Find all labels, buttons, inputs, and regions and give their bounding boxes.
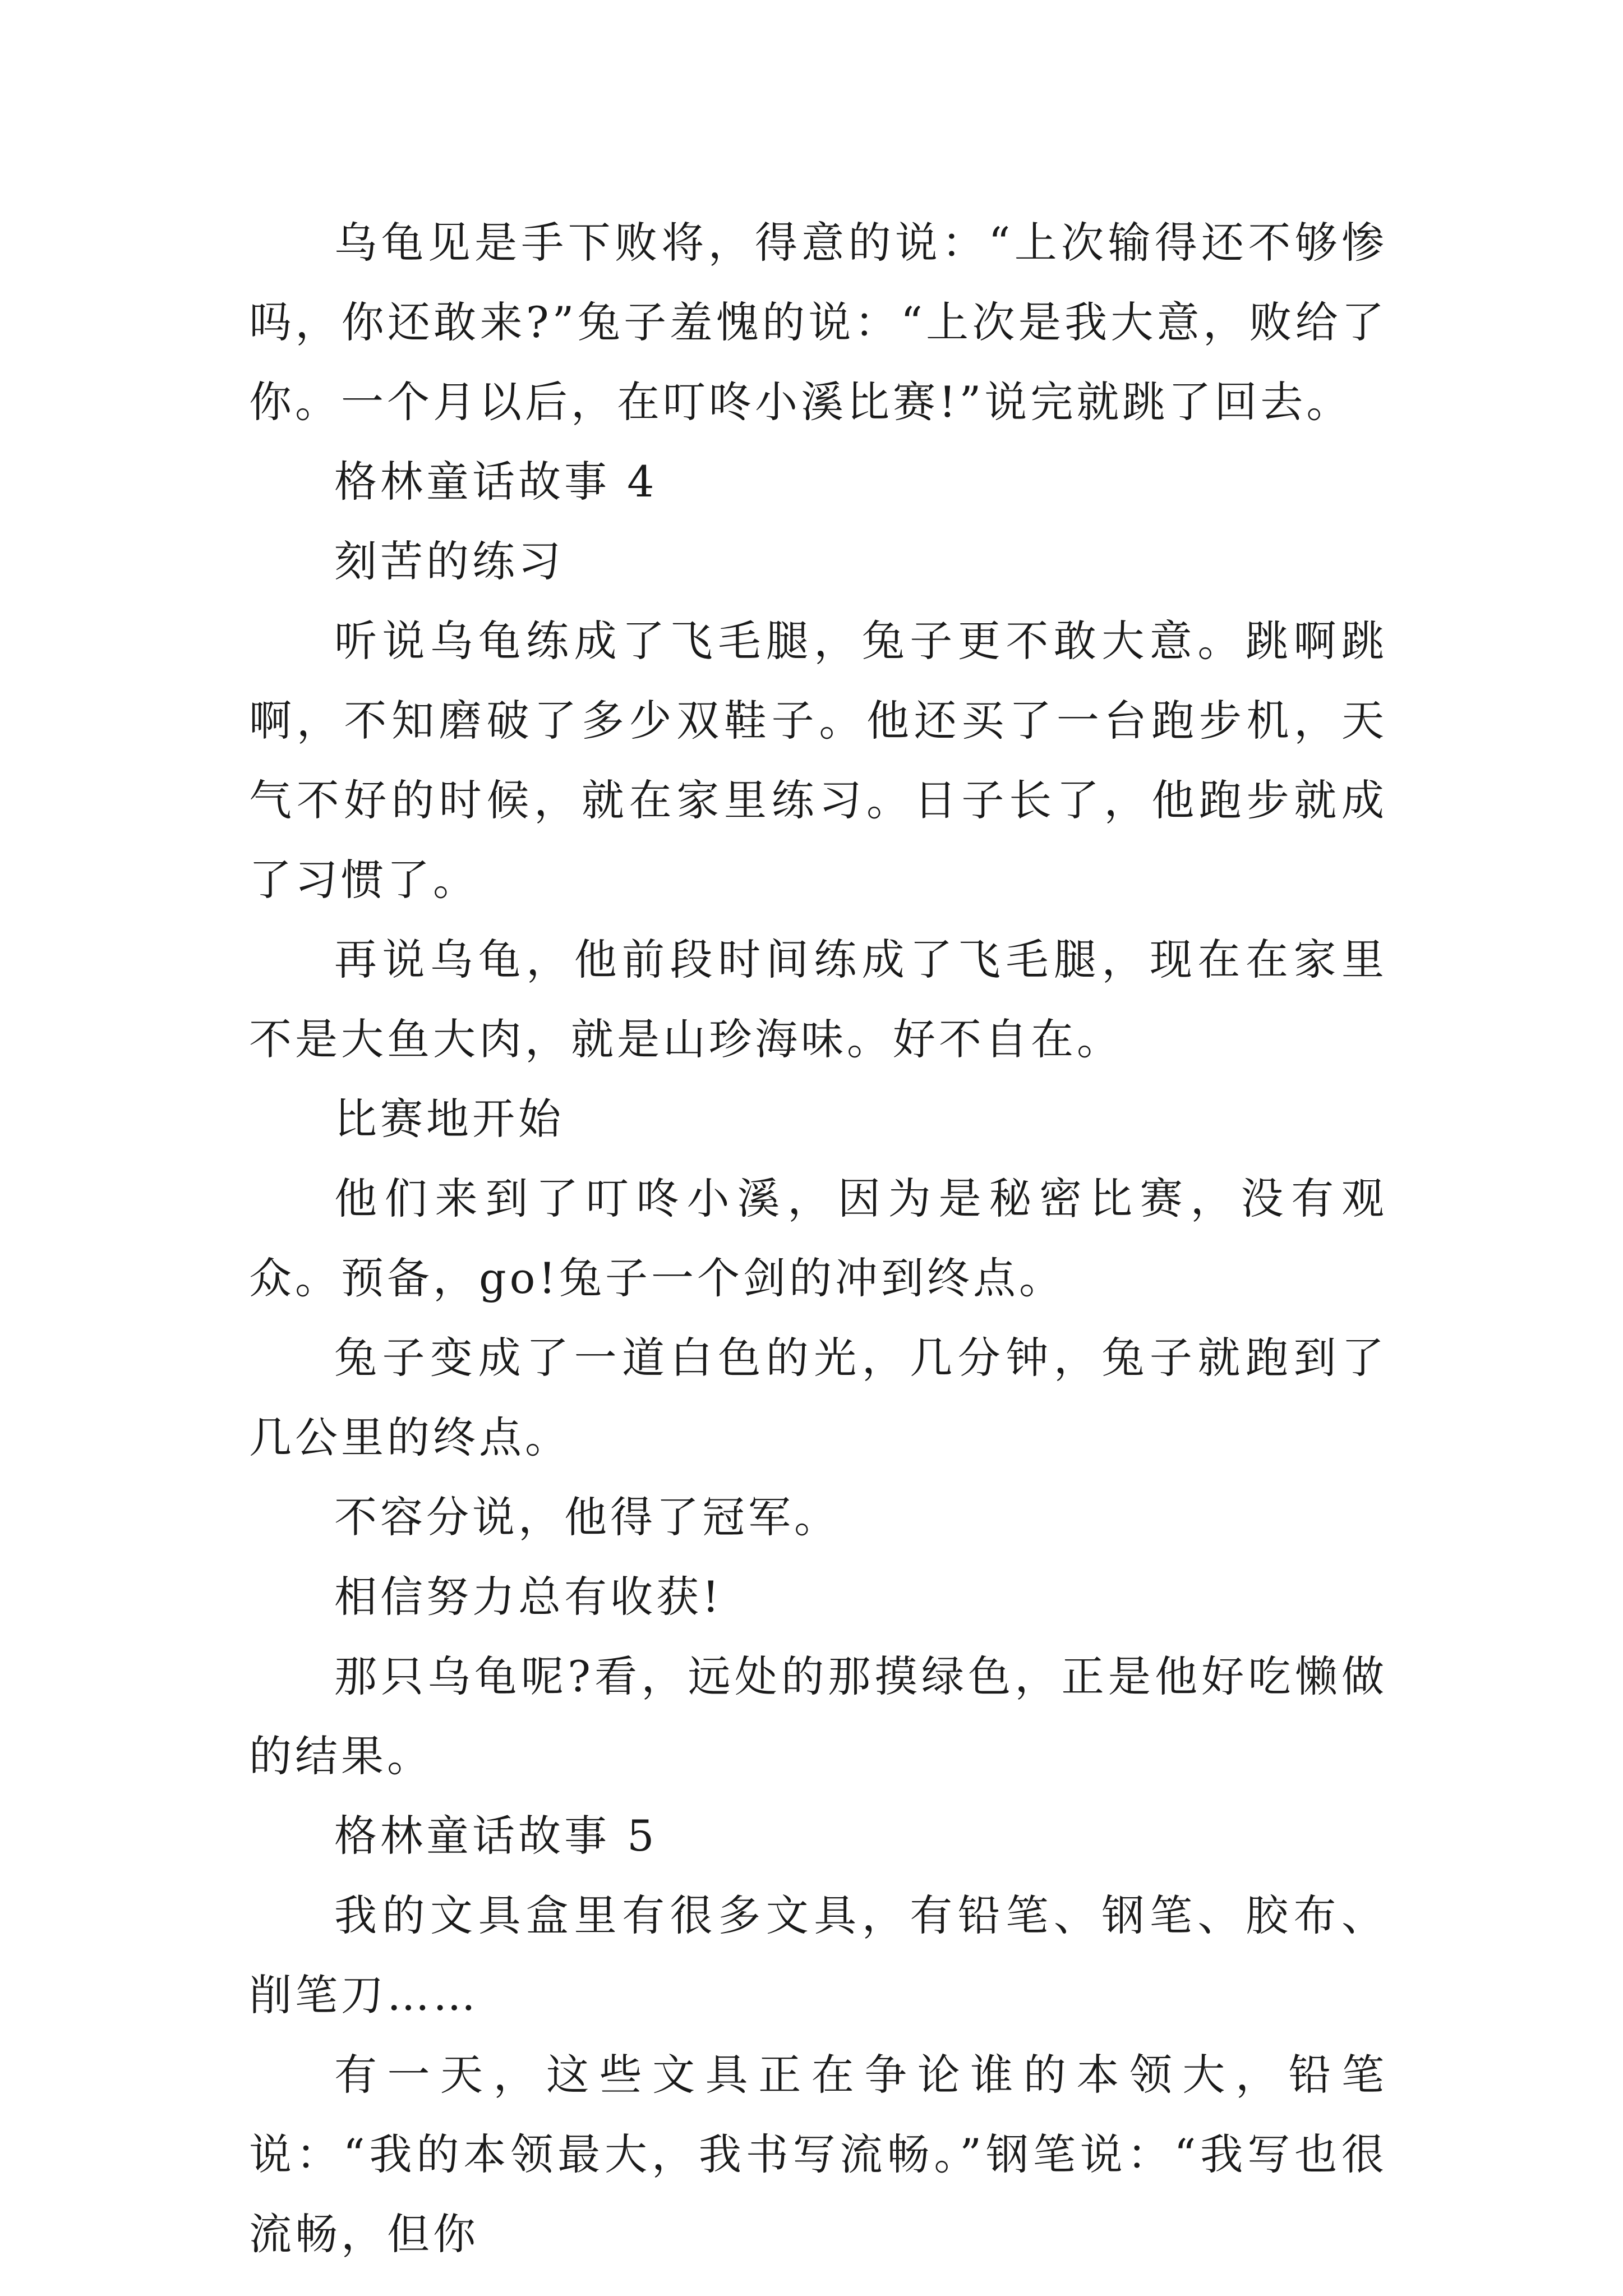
paragraph-stationery-box: 我的文具盒里有很多文具，有铅笔、钢笔、胶布、削笔刀……: [249, 1890, 1387, 2020]
paragraph-rabbit-practice: 听说乌龟练成了飞毛腿，兔子更不敢大意。跳啊跳啊，不知磨破了多少双鞋子。他还买了一台跑步机，天气不好的时候，就在家里练习。日子长了，他跑步就成了习惯了。: [249, 616, 1387, 905]
document-body: [249, 203, 1387, 2274]
paragraph-moral: 相信努力总有收获!: [334, 1572, 723, 1622]
subheading-practice: 刻苦的练习: [334, 536, 564, 586]
paragraph-turtle-result: 那只乌龟呢?看，远处的那摸绿色，正是他好吃懒做的结果。: [249, 1651, 1387, 1781]
heading-story-5: 格林童话故事 5: [334, 1811, 658, 1861]
subheading-race-start: 比赛地开始: [334, 1094, 564, 1144]
paragraph-story-dialogue: 乌龟见是手下败将，得意的说：“上次输得还不够惨吗，你还敢来?”兔子羞愧的说：“上次是我大意，败给了你。一个月以后，在叮咚小溪比赛!”说完就跳了回去。: [249, 218, 1387, 427]
paragraph-rabbit-runs: 兔子变成了一道白色的光，几分钟，兔子就跑到了几公里的终点。: [249, 1333, 1387, 1462]
paragraph-race-begins: 他们来到了叮咚小溪，因为是秘密比赛，没有观众。预备，go!兔子一个剑的冲到终点。: [249, 1174, 1387, 1303]
paragraph-champion: 不容分说，他得了冠军。: [334, 1492, 840, 1542]
paragraph-turtle-lazy: 再说乌龟，他前段时间练成了飞毛腿，现在在家里不是大鱼大肉，就是山珍海味。好不自在。: [249, 935, 1387, 1064]
paragraph-stationery-argument: 有一天，这些文具正在争论谁的本领大，铅笔说：“我的本领最大，我书写流畅。”钢笔说：“我写也很流畅，但你: [249, 2050, 1387, 2259]
heading-story-4: 格林童话故事 4: [334, 457, 658, 507]
